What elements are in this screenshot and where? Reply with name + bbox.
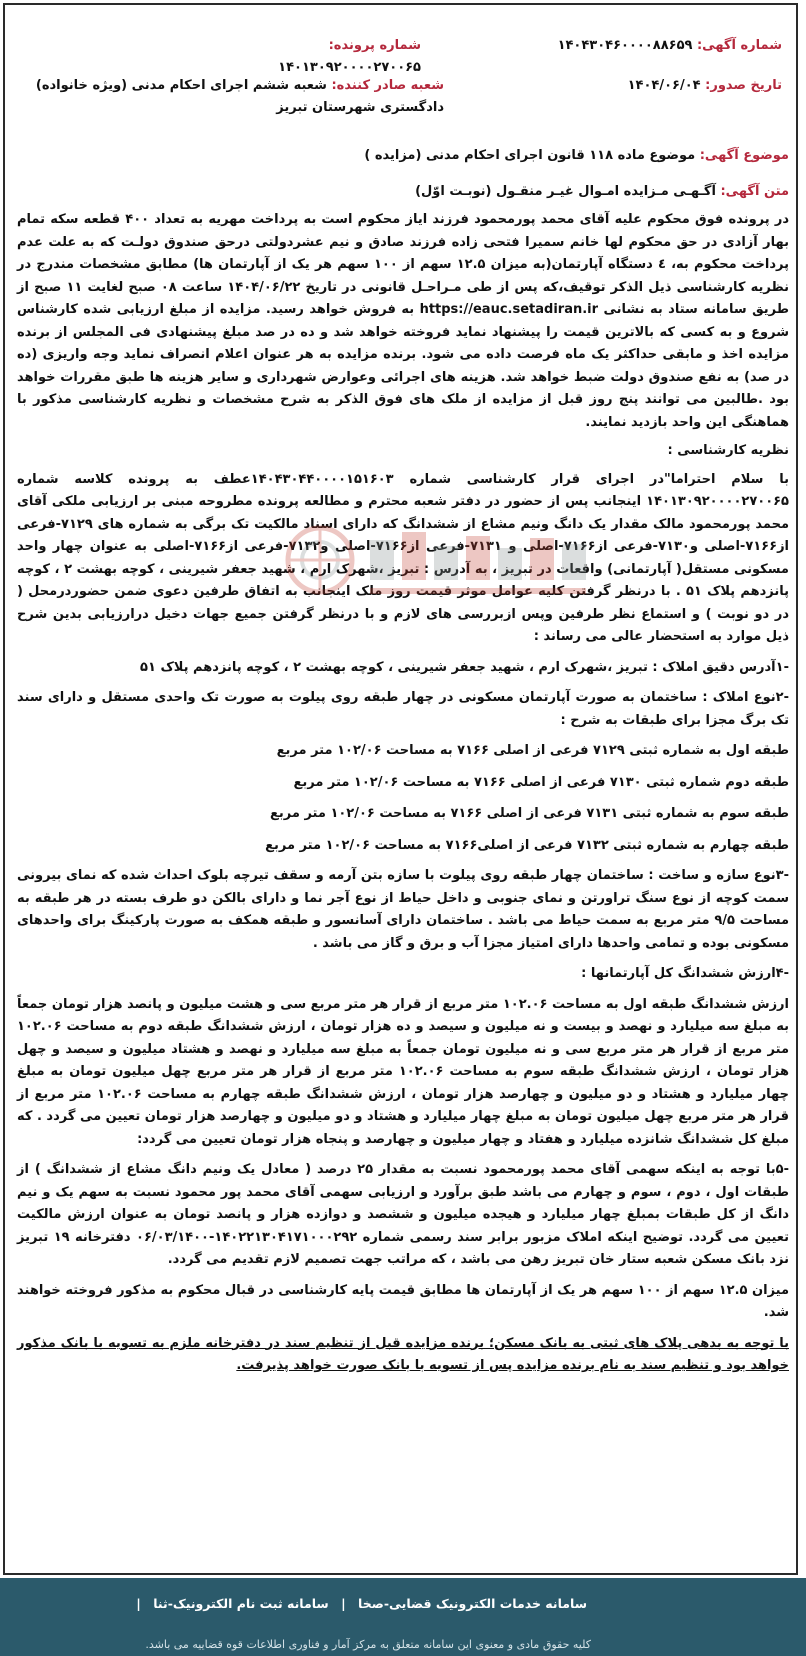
closing-paragraph: میزان ۱۲.۵ سهم از ۱۰۰ سهم هر یک از آپارتمان ها مطابق قیمت پایه کارشناسی در قبال محکوم به مذکور فروخته خواهند شد. — [17, 1282, 790, 1320]
floor-4: طبقه چهارم به شماره ثبتی ۷۱۳۲ فرعی از اصلی۷۱۶۶ به مساحت ۱۰۲/۰۶ متر مربع — [265, 837, 789, 853]
item-structure: -۳نوع سازه و ساخت : ساختمان چهار طبقه روی پیلوت با سازه بتن آرمه و سقف تیرچه بلوک احداث شده که نمای بیرونی سمت کوچه از نوع سنگ تراورتن و نمای جنوبی و داخل حیاط از نوع آجر نما و دارای بالکن دو طرف بسته در هر طبقه به مساحت ۹/۵ متر مربع به سمت حیاط می باشد . ساختمان دارای آسانسور و طبقه همکف به صورت پارکینگ برای واحدهای مسکونی بوده و تمامی واحدها دارای امتیاز مجزا آب و برق و گاز می باشد . — [17, 868, 789, 951]
notice-number-label: شماره آگهی: — [696, 38, 782, 53]
case-number-label: شماره پرونده: — [328, 38, 421, 53]
issue-date: ۱۴۰۴/۰۶/۰۴ — [627, 78, 701, 93]
notice-content — [17, 145, 789, 1378]
notice-text-label: متن آگهی: — [720, 184, 789, 199]
floor-2: طبقه دوم شماره ثبتی ۷۱۳۰ فرعی از اصلی ۷۱۶۶ به مساحت ۱۰۲/۰۶ متر مربع — [293, 774, 789, 790]
issuing-branch-row — [14, 75, 444, 119]
footer-copyright: کلیه حقوق مادی و معنوی این سامانه متعلق به مرکز آمار و فناوری اطلاعات قوه قضاییه می باشد. — [145, 1638, 591, 1651]
item-address: -۱آدرس دقیق املاک : تبریز ،شهرک ارم ، شهید جعفر شیرینی ، کوچه بهشت ۲ ، کوچه پانزدهم پلاک ۵۱ — [140, 659, 789, 675]
bank-debt-note: با توجه به بدهی پلاک های ثبتی به بانک مسکن؛ برنده مزایده قبل از تنظیم سند در دفترخانه ملزم به تسویه با بانک مذکور خواهد بود و تنظیم سند به نام برنده مزایده پس از تسویه با بانک صورت خواهد پذیرفت. — [17, 1335, 789, 1373]
subject-value: موضوع ماده ۱۱۸ قانون اجرای احکام مدنی (مزایده ) — [364, 148, 696, 163]
notice-number-row — [532, 35, 782, 57]
case-number-row — [191, 35, 421, 79]
floor-1: طبقه اول به شماره ثبتی ۷۱۲۹ فرعی از اصلی ۷۱۶۶ به مساحت ۱۰۲/۰۶ متر مربع — [276, 743, 789, 758]
subject-row — [17, 145, 789, 167]
expert-intro-paragraph: با سلام احتراما"در اجرای قرار کارشناسی شماره ۱۴۰۴۳۰۴۴۰۰۰۰۱۵۱۶۰۳عطف به پرونده کلاسه شماره ۱۴۰۱۳۰۹۲۰۰۰۰۲۷۰۰۶۵ اینجانب پس از حضور در دفتر شعبه محترم و مطالعه پرونده مطروحه مبنی بر ارزیابی ملکی آقای محمد پورمحمود مالک مقدار یک دانگ ونیم مشاع از ششدانگ که دارای اسناد مالکیت تک برگی به شماره های ۷۱۲۹-فرعی از۷۱۶۶-اصلی و۷۱۳۰-فرعی از۷۱۶۶-اصلی و ۷۱۳۱-فرعی از۷۱۶۶-اصلی و۷۱۳۲-فرعی از۷۱۶۶-اصلی به عنوان چهار واحد مسکونی مستقل( آپارتمانی) واقعات در تبریز ، به آدرس : تبریز ،شهرک ارم ، شهید جعفر شیرینی ، کوچه بهشت ۲ ، کوچه پانزدهم پلاک ۵۱ . با درنظر گرفتن کلیه عوامل موثر قیمت روز ملک اینجانب به اتفاق طرفین دعوی ضمن حضوردرمحل ( در دو نوبت ) و استماع نظر طرفین وپس ازبررسی های لازم و با درنظر گرفتن جمیع جهات دخیل درارزیابی بدین شرح ذیل موارد به استحضار عالی می رساند : — [17, 471, 790, 644]
item-value-heading: -۴ارزش ششدانگ کل آپارتمانها : — [581, 966, 789, 981]
site-footer — [0, 1578, 806, 1656]
footer-separator: | — [136, 1596, 141, 1611]
expert-heading: نظریه کارشناسی : — [667, 443, 789, 458]
notice-number: ۱۴۰۴۳۰۴۶۰۰۰۰۸۸۶۵۹ — [557, 38, 693, 53]
item-share-paragraph: -۵با توجه به اینکه سهمی آقای محمد پورمحمود نسبت به مقدار ۲۵ درصد ( معادل یک ونیم دانگ مشاع از ششدانگ ) از طبقات اول ، دوم ، سوم و چهارم می باشد طبق برآورد و ارزیابی سهمی آقای محمد پور محمود نسبت به سهم یک و نیم دانگ از کل طبقات بمبلغ چهار میلیارد و هیجده میلیون و ششصد و دوازده هزار و پانصد تومان به عنوان ارزش مالکیت تعیین می گردد. توضیح اینکه املاک مزبور برابر سند رسمی شماره ۱۴۰۲۲۱۳۰۴۱۷۱۰۰۰۲۹۲-۰۶/۰۳/۱۴۰۰ دفترخانه ۱۹ تبریز نزد بانک مسکن شعبه ستار خان تبریز رهن می باشد ، که مراتب جهت تصمیم لازم تقدیم می گردد. — [17, 1162, 789, 1267]
notice-text-row — [17, 181, 789, 203]
footer-link-sakha[interactable]: سامانه خدمات الکترونیک قضایی-صخا — [358, 1596, 587, 1611]
footer-links — [132, 1596, 591, 1611]
notice-frame — [3, 3, 798, 1575]
footer-separator: | — [341, 1596, 346, 1611]
intro-paragraph: در پرونده فوق محکوم علیه آقای محمد پورمحمود فرزند ایاز محکوم است به پرداخت مهریه به تعداد ۴۰۰ قطعه سکه تمام بهار آزادی در حق محکوم لها خانم سمیرا فتحی زاده فرزند صادق و نیم عشردولتی درحق صندوق دولـت که به علت عدم پرداخت محکوم به، ٤ دستگاه آپارتمان(به میزان ۱۲.۵ سهم از ۱۰۰ سهم هر یک از آپارتمان ها) مطابق مشخصات مندرج در نظریه کارشناسی ذیل الذکر توقیف،که پس از طی مـراحـل قانونی در تاریخ ۱۴۰۴/۰۶/۲۲ ساعت ۰۸ صبح لغایت ۱۱ صبح از طریق سامانه ستاد به نشانی https://eauc.setadiran.ir به فروش خواهد رسید. مزایده از مبلغ ارزیابی شده کارشناس شروع و به کسی که بالاترین قیمت را پیشنهاد نماید فروخته خواهد شد و ده در صد مبلغ پیشنهادی فی المجلس از برنده مزایده اخذ و مابقی حداکثر یک ماه فرصت داده می شود. برنده مزایده به هر عنوان اعلام انصراف نماید وجه واریزی (ده در صد) به نفع صندوق دولت ضبط خواهد شد. هزینه های اجرائی وعوارض شهرداری و سایر هزینه ها طبق مقررات خواهد بود .طالبین می توانند پنج روز قبل از مزایده از ملک های فوق الذکر به شرح مشخصات و نظریه کارشناسی مذکور با هماهنگی این واحد بازدید نمایند. — [17, 212, 790, 430]
footer-link-sana[interactable]: سامانه ثبت نام الکترونیک-ثنا — [153, 1596, 329, 1611]
floor-3: طبقه سوم به شماره ثبتی ۷۱۳۱ فرعی از اصلی ۷۱۶۶ به مساحت ۱۰۲/۰۶ متر مربع — [270, 806, 789, 821]
issuing-branch-label: شعبه صادر کننده: — [331, 78, 444, 93]
issuing-branch: شعبه ششم اجرای احکام مدنی (ویژه خانواده) دادگستری شهرستان تبریز — [35, 78, 444, 115]
item-value-paragraph: ارزش ششدانگ طبقه اول به مساحت ۱۰۲.۰۶ متر مربع از قرار هر متر مربع سی و هشت میلیون و پانصد هزار تومان جمعاً به مبلغ سه میلیارد و نهصد و بیست و نه میلیون و سیصد و ده هزار تومان ، ارزش ششدانگ طبقه دوم به مساحت ۱۰۲.۰۶ متر مربع از قرار هر متر مربع سی و نه میلیون تومان جمعاً به مبلغ سه میلیارد و نهصد و هشتاد میلیون و سیصد و چهل هزار تومان ، ارزش ششدانگ طبقه سوم به مساحت ۱۰۲.۰۶ متر مربع از قرار هر متر مربع چهل میلیون تومان به مبلغ چهار میلیارد و هشتاد و دو میلیون و چهارصد هزار تومان ، ارزش ششدانگ طبقه چهارم به مساحت ۱۰۲.۰۶ متر مربع از قرار هر متر مربع چهل میلیون تومان به مبلغ چهار میلیارد و هشتاد و دو میلیون و چهارصد هزار تومان تعیین می گردد . که مبلغ کل ششدانگ شانزده میلیارد و هفتاد و چهار میلیون و چهارصد و پنجاه هزار تومان تعیین می گردد: — [17, 996, 790, 1147]
case-number: ۱۴۰۱۳۰۹۲۰۰۰۰۲۷۰۰۶۵ — [278, 60, 421, 75]
issue-date-row — [532, 75, 782, 97]
notice-title: آگـهـی مـزایده امـوال غیـر منقـول (نوبـت اوّل) — [415, 184, 716, 199]
subject-label: موضوع آگهی: — [699, 148, 789, 163]
issue-date-label: تاریخ صدور: — [705, 78, 782, 93]
item-property-type: -۲نوع املاک : ساختمان به صورت آپارتمان مسکونی در چهار طبقه روی پیلوت به صورت تک واحدی مستقل و دارای سند تک برگ مجزا برای طبقات به شرح : — [17, 690, 789, 728]
